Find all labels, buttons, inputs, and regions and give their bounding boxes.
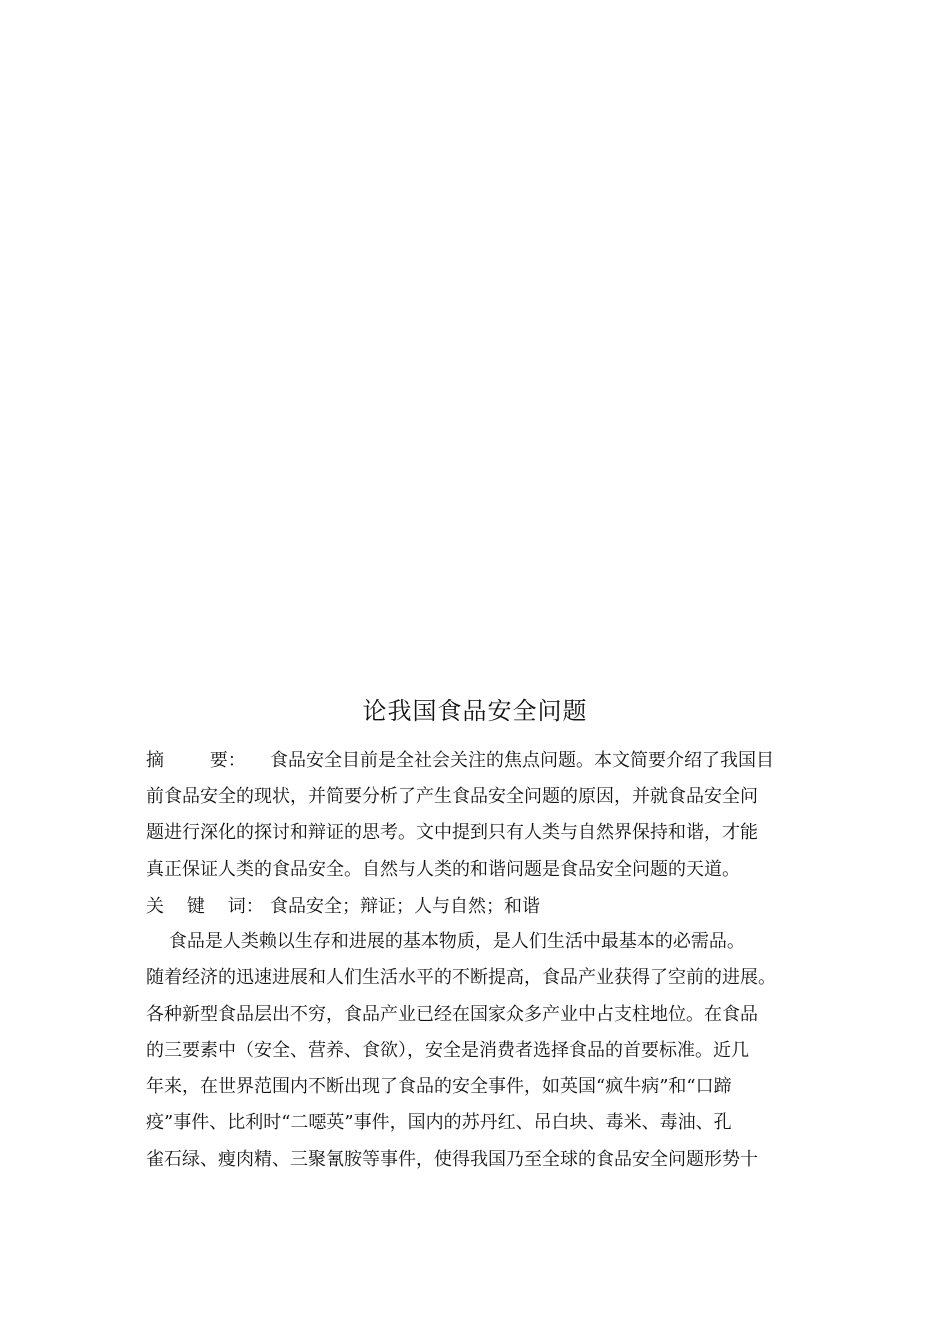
body-text-line: 食品是人类赖以生存和进展的基本物质，是人们生活中最基本的必需品。	[146, 931, 745, 952]
keywords-text: 食品安全；辩证；人与自然；和谐	[270, 896, 540, 917]
body-text-line: 各种新型食品层出不穷，食品产业已经在国家众多产业中占支柱地位。在食品	[146, 1004, 758, 1025]
abstract-text-line: 真正保证人类的食品安全。自然与人类的和谐问题是食品安全问题的天道。	[146, 859, 740, 880]
body-text-line: 的三要素中（安全、营养、食欲），安全是消费者选择食品的首要标准。近几	[146, 1040, 749, 1061]
abstract-text-line: 题进行深化的探讨和辩证的思考。文中提到只有人类与自然界保持和谐，才能	[146, 822, 758, 843]
abstract-line-2	[146, 785, 758, 809]
body-paragraph-line	[146, 930, 745, 954]
body-text-line: 雀石绿、瘦肉精、三聚氰胺等事件，使得我国乃至全球的食品安全问题形势十	[146, 1149, 758, 1170]
abstract-label: 摘 要：	[146, 750, 246, 771]
abstract-text-line: 前食品安全的现状，并简要分析了产生食品安全问题的原因，并就食品安全问	[146, 786, 758, 807]
abstract-text-line: 食品安全目前是全社会关注的焦点问题。本文简要介绍了我国目	[270, 750, 774, 771]
body-paragraph-line	[146, 1039, 749, 1063]
body-paragraph-line	[146, 1148, 758, 1172]
body-text-line: 年来，在世界范围内不断出现了食品的安全事件，如英国“疯牛病”和“口蹄	[146, 1076, 732, 1097]
body-paragraph-line	[146, 1111, 732, 1135]
keywords-line	[146, 895, 540, 919]
body-paragraph-line	[146, 1003, 758, 1027]
body-text-line: 随着经济的迅速进展和人们生活水平的不断提高，食品产业获得了空前的进展。	[146, 967, 776, 988]
body-paragraph-line	[146, 1075, 732, 1099]
abstract-line-3	[146, 821, 758, 845]
abstract-line-1	[146, 749, 774, 773]
document-title: 论我国食品安全问题	[362, 697, 588, 725]
body-text-line: 疫”事件、比利时“二噁英”事件，国内的苏丹红、吊白块、毒米、毒油、孔	[146, 1112, 732, 1133]
body-paragraph-line	[146, 966, 776, 990]
abstract-line-4	[146, 858, 740, 882]
keywords-label: 关 键 词：	[146, 896, 264, 917]
